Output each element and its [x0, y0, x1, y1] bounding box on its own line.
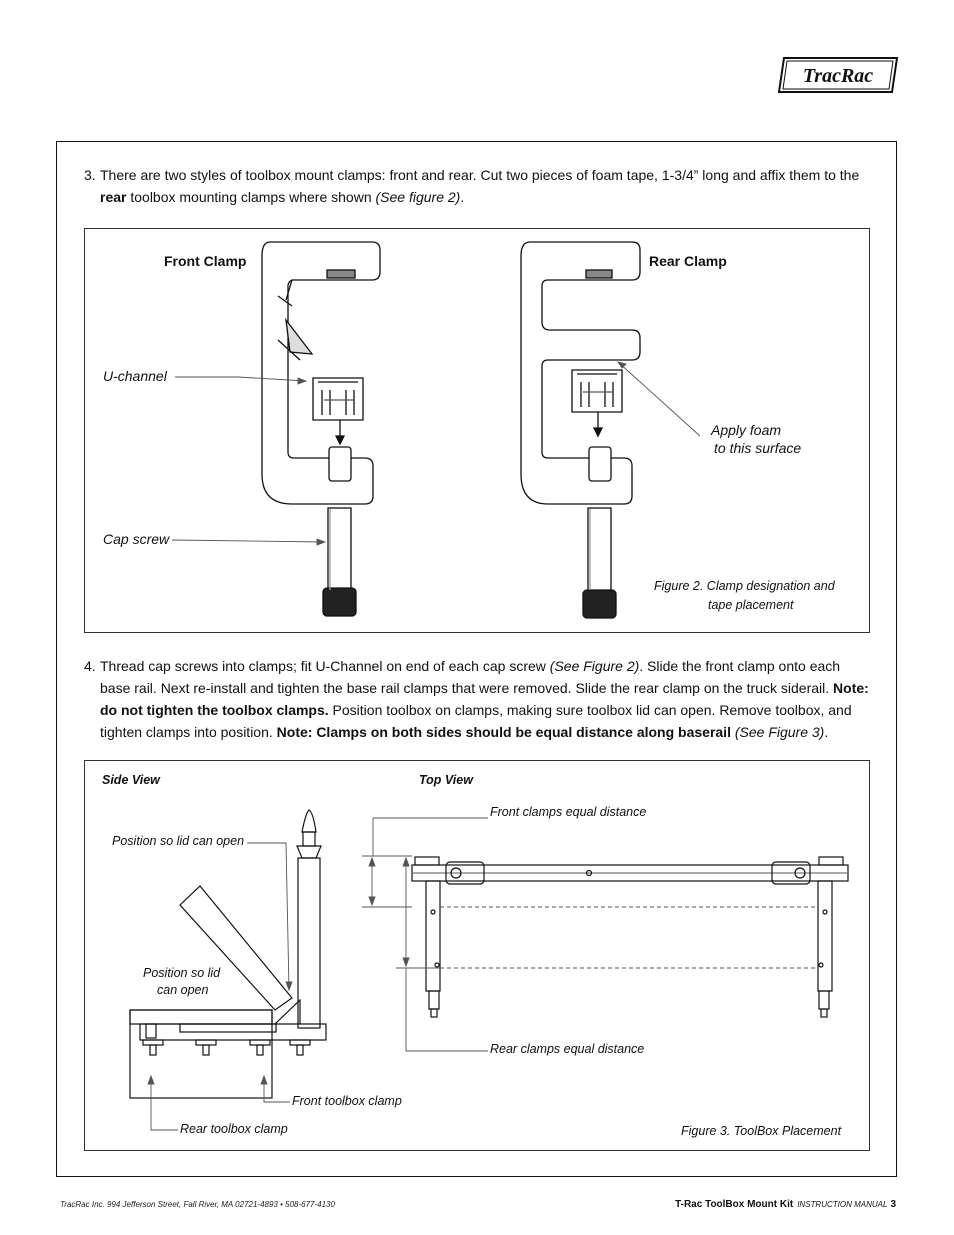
u-channel-label: U-channel [103, 368, 167, 384]
rear-toolbox-clamp-label: Rear toolbox clamp [180, 1122, 288, 1136]
page-number: 3 [890, 1199, 896, 1210]
footer-title-block [675, 1199, 896, 1210]
step-4-note-b: Note: Clamps on both sides should be equal distance along baserail [276, 724, 731, 740]
apply-foam-label-1: Apply foam [711, 422, 782, 438]
figure-3 [84, 760, 870, 1151]
figure-2-caption-2: tape placement [708, 598, 794, 612]
rear-clamps-equal-label: Rear clamps equal distance [490, 1042, 645, 1056]
tracrac-logo [778, 56, 898, 94]
figure-3-caption: Figure 3. ToolBox Placement [681, 1124, 842, 1138]
footer-address: TracRac Inc. 994 Jefferson Street, Fall River, MA 02721-4893 • 508-677-4130 [60, 1200, 335, 1209]
cap-screw-label: Cap screw [103, 531, 170, 547]
step-3-bold: rear [100, 189, 127, 205]
step-3-number: 3. [84, 167, 96, 183]
step-4-text-b: . Slide the front clamp onto each base rail. Next re-install and tighten the base rail clamps that were removed. Slide the rear clamp on the truck siderail. [100, 658, 841, 696]
front-clamps-equal-label: Front clamps equal distance [490, 805, 647, 819]
top-view-label: Top View [419, 773, 473, 787]
step-3-text-b: toolbox mounting clamps where shown [126, 189, 376, 205]
step-4-ref-b: (See Figure 3) [734, 724, 825, 740]
front-toolbox-clamp-label: Front toolbox clamp [292, 1094, 402, 1108]
footer-title: T-Rac ToolBox Mount Kit [675, 1199, 794, 1210]
logo-text: TracRac [802, 65, 874, 87]
step-4-text-e: . [824, 724, 829, 740]
step-4 [84, 655, 874, 743]
figure-2-caption-1: Figure 2. Clamp designation and [654, 579, 835, 593]
step-3-ref: (See figure 2) [375, 189, 461, 205]
step-4-ref-a: (See Figure 2) [549, 658, 640, 674]
step-4-note-a: Note: do not tighten the toolbox clamps. [100, 680, 869, 718]
position-lid-label-1: Position so lid can open [112, 834, 245, 848]
side-view-label: Side View [102, 773, 160, 787]
apply-foam-label-2: to this surface [714, 440, 802, 456]
step-4-number: 4. [84, 658, 96, 674]
step-4-text-c: Position toolbox on clamps, making sure toolbox lid can open. Remove toolbox, and tighten clamps into position. [100, 702, 852, 740]
step-4-text: Thread cap screws into clamps; fit U-Channel on end of each cap screw [100, 658, 550, 674]
front-clamp-label: Front Clamp [164, 253, 247, 269]
step-3 [84, 164, 874, 208]
footer-manual: INSTRUCTION MANUAL [797, 1200, 888, 1209]
position-lid-label-2a: Position so lid [143, 966, 221, 980]
rear-clamp-label: Rear Clamp [649, 253, 727, 269]
position-lid-label-2b: can open [157, 983, 209, 997]
step-3-text-c: . [460, 189, 465, 205]
step-3-text: There are two styles of toolbox mount clamps: front and rear. Cut two pieces of foam tape, 1-3/4” long and affix them to the [100, 167, 860, 183]
